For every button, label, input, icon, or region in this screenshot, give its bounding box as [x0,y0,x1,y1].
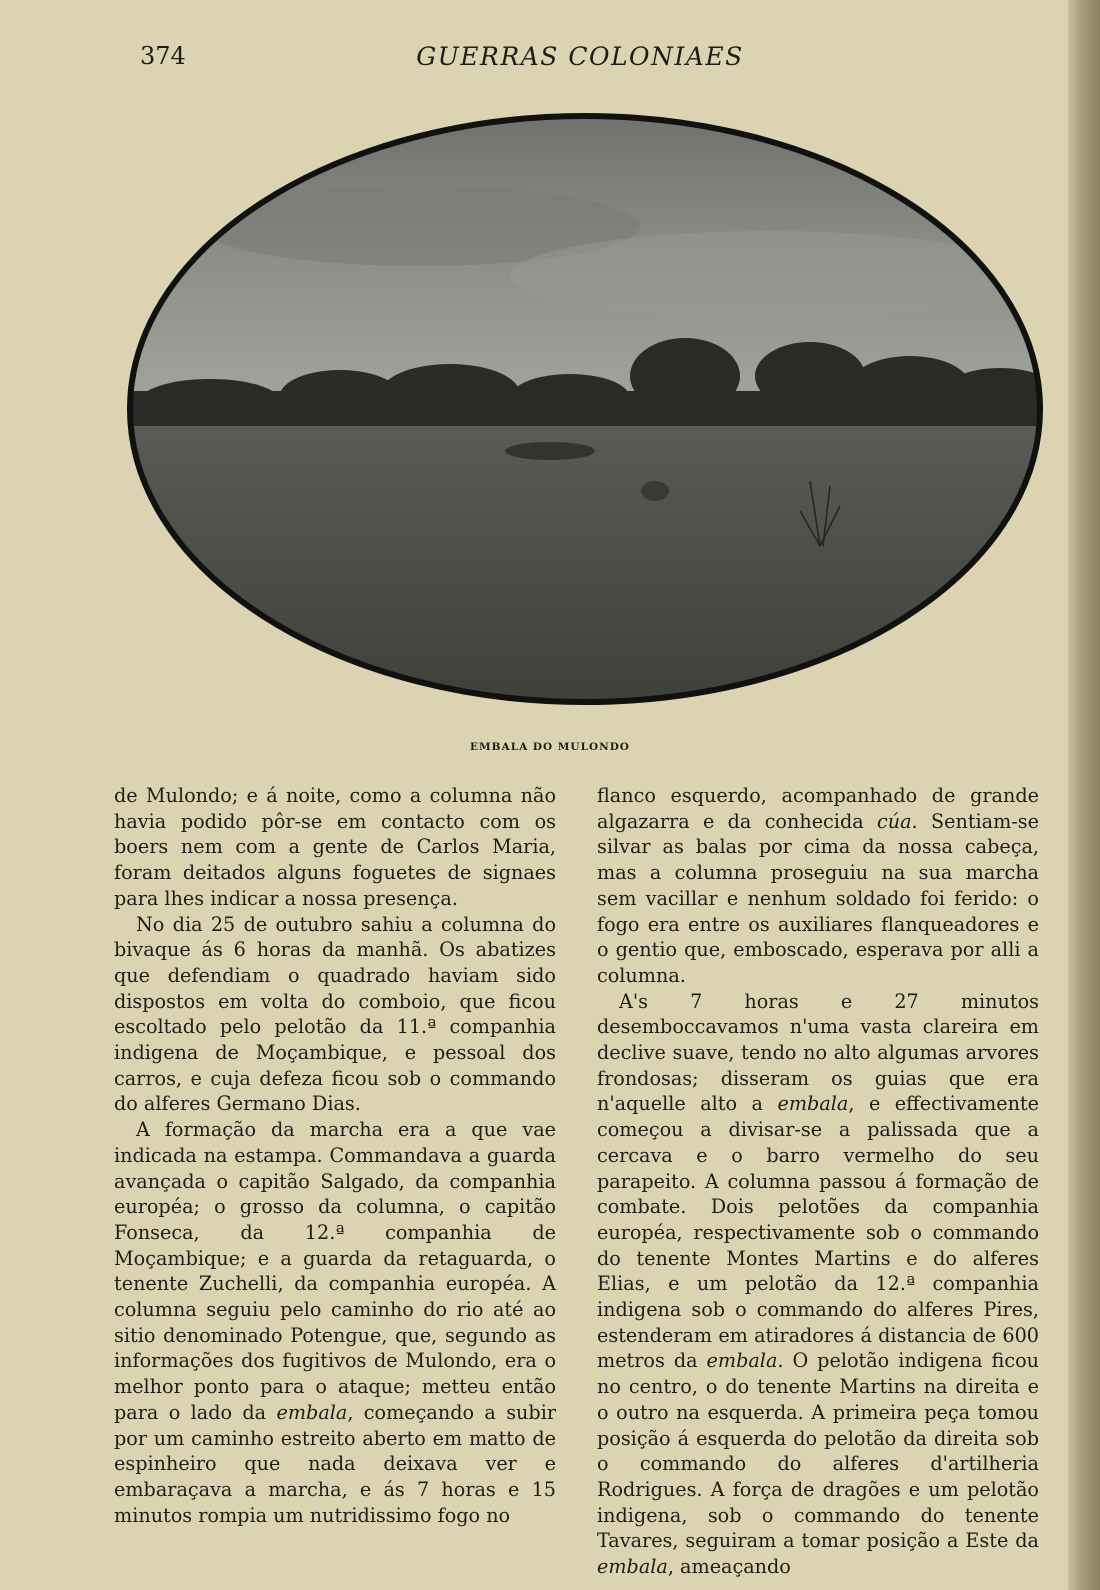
text-run: , e effectivamente começou a divisar-se a palissada que a cercava e o barro vermelho do seu parapeito. A columna passou á formação de combate. Dois pelotões da companhia européa, respectivamente sob o commando do tenente Montes Martins e do alferes Elias, e um pelotão da 12.ª companhia indigena sob o commando do alferes Pires, estenderam em atiradores á distancia de 600 metros da [597,1092,1039,1373]
italic-term: embala [597,1555,668,1579]
text-run: O pelotão indigena ficou no centro, o do tenente Martins na direita e o outro na esquerda. A primeira peça tomou posição á esquerda do pelotão da direita sob o commando do alferes d'artilheria Rodrigues. A força de dragões e um pelotão indigena, sob o commando do tenente Tavares, seguiram a tomar posição a Este da [597,1349,1039,1553]
running-title: GUERRAS COLONIAES [416,42,744,71]
italic-term: embala [276,1400,348,1424]
right-column [597,783,1039,1580]
text-run: flanco esquerdo, acompanhado de grande algazarra e da conhecida [597,784,1039,833]
field [120,416,1050,712]
oval-photograph [120,106,1050,712]
italic-term: embala. [706,1349,784,1373]
italic-term: embala [777,1092,849,1116]
text-run: A's 7 horas e 27 minutos desemboccavamos n'uma vasta clareira em declive suave, tendo no alto algumas arvores frondosas; disseram os guias que era n'aquelle alto a [597,989,1039,1116]
text-run: . Sentiam-se silvar as balas por cima da nossa cabeça, mas a columna proseguiu na sua marcha sem vacillar e nenhum soldado foi ferido: o fogo era entre os auxiliares flanqueadores e o gentio que, emboscado, esperava por alli a columna. [597,809,1039,987]
page-header [140,42,1020,82]
left-paragraph-1: de Mulondo; e á noite, como a columna não havia podido pôr-se em contacto com os boers nem com a gente de Carlos Maria, foram deitados alguns foguetes de signaes para lhes indicar a nossa presença. [114,784,556,910]
left-paragraph-3 [114,1117,556,1528]
right-paragraph-2 [597,989,1039,1580]
termite-mound [505,442,595,460]
page-edge [1068,0,1100,1590]
text-run: A formação da marcha era a que vae indicada na estampa. Commandava a guarda avançada o capitão Salgado, da companhia européa; o grosso da columna, o capitão Fonseca, da 12.ª companhia de Moçambique; e a guarda da retaguarda, o tenente Zuchelli, da companhia européa. A columna seguiu pelo caminho do rio até ao sitio denominado Potengue, que, segundo as informações dos fugitivos de Mulondo, era o melhor ponto para o ataque; metteu então para o lado da [114,1118,556,1424]
page-number: 374 [140,42,186,70]
text-run: , começando a subir por um caminho estreito aberto em matto de espinheiro que nada deixava ver e embaraçava a marcha, e ás 7 horas e 15 minutos rompia um nutridissimo fogo no [114,1400,556,1527]
left-column [114,783,556,1528]
text-run: , ameaçando [667,1555,791,1579]
left-paragraph-2: No dia 25 de outubro sahiu a columna do bivaque ás 6 horas da manhã. Os abatizes que defendiam o quadrado haviam sido dispostos em volta do comboio, que ficou escoltado pelo pelotão da 11.ª companhia indigena de Moçambique, e pessoal dos carros, e cuja defeza ficou sob o commando do alferes Germano Dias. [114,912,556,1116]
italic-term: cúa [877,809,912,833]
right-paragraph-1 [597,783,1039,989]
figure-caption: EMBALA DO MULONDO [470,741,630,753]
